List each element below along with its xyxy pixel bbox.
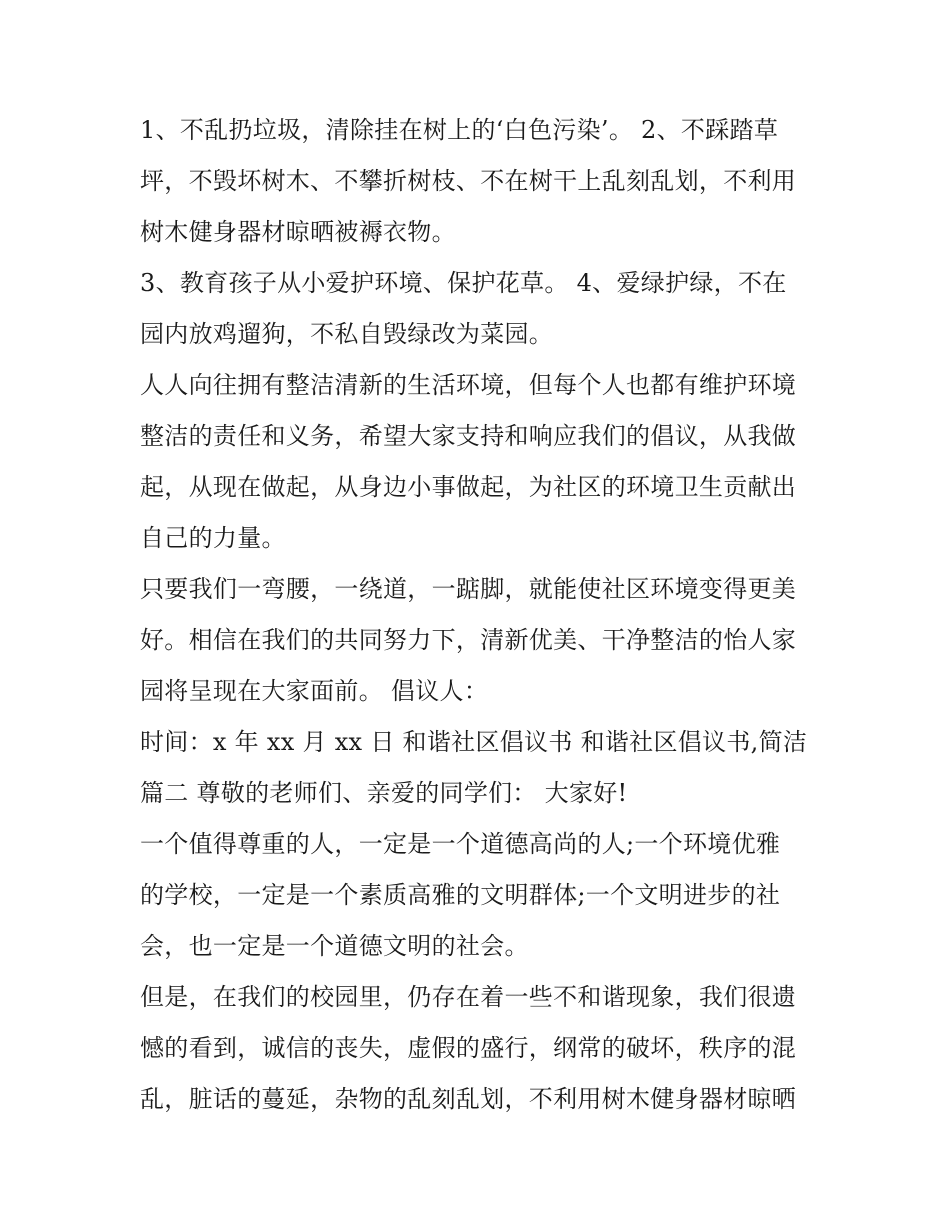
- text-line: 一个值得尊重的人，一定是一个道德高尚的人;一个环境优雅: [140, 830, 781, 858]
- text-line: 园将呈现在大家面前。 倡议人：: [140, 677, 489, 705]
- text-line: 起，从现在做起，从身边小事做起，为社区的环境卫生贡献出: [140, 473, 797, 501]
- text-line: 篇二 尊敬的老师们、亲爱的同学们： 大家好!: [140, 779, 628, 807]
- text-line: 坪，不毁坏树木、不攀折树枝、不在树干上乱刻乱划，不利用: [140, 167, 797, 195]
- text-line: 3、教育孩子从小爱护环境、保护花草。 4、爱绿护绿，不在: [140, 269, 787, 297]
- text-line: 会，也一定是一个道德文明的社会。: [140, 932, 529, 960]
- text-line: 人人向往拥有整洁清新的生活环境，但每个人也都有维护环境: [140, 371, 797, 399]
- text-line: 整洁的责任和义务，希望大家支持和响应我们的倡议，从我做: [140, 422, 797, 450]
- text-line: 只要我们一弯腰，一绕道，一踮脚，就能使社区环境变得更美: [140, 575, 797, 603]
- text-line: 但是，在我们的校园里，仍存在着一些不和谐现象，我们很遗: [140, 983, 797, 1011]
- text-line: 树木健身器材晾晒被褥衣物。: [140, 218, 456, 246]
- text-line: 好。相信在我们的共同努力下，清新优美、干净整洁的怡人家: [140, 626, 797, 654]
- text-line: 憾的看到，诚信的丧失，虚假的盛行，纲常的破坏，秩序的混: [140, 1034, 797, 1062]
- text-line: 的学校，一定是一个素质高雅的文明群体;一个文明进步的社: [140, 881, 781, 909]
- document-body: [140, 105, 820, 1125]
- text-line: 时间：x 年 xx 月 xx 日 和谐社区倡议书 和谐社区倡议书,简洁: [140, 728, 808, 756]
- text-line: 自己的力量。: [140, 524, 286, 552]
- text-line: 1、不乱扔垃圾，清除挂在树上的‘白色污染’。 2、不踩踏草: [140, 116, 779, 144]
- text-line: 乱，脏话的蔓延，杂物的乱刻乱划，不利用树木健身器材晾晒: [140, 1085, 797, 1113]
- text-line: 园内放鸡遛狗，不私自毁绿改为菜园。: [140, 320, 554, 348]
